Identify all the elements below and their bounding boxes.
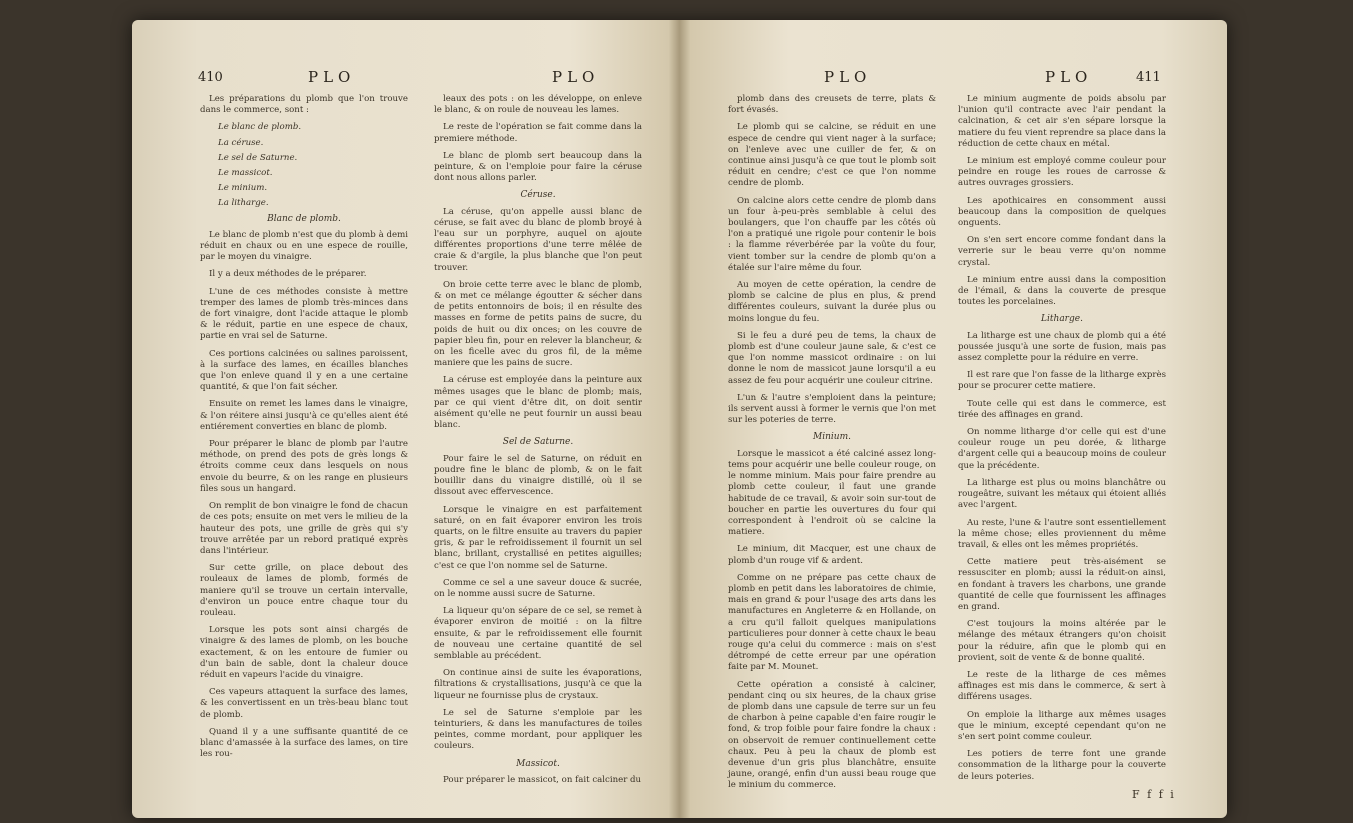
paragraph: On remplit de bon vinaigre le fond de chacun de ces pots; ensuite on met vers le milieu de la hauteur des pots, une grille de grès qui s'y trouve arrêtée par un rebord pratiqué exprès dans l'intérieur. — [200, 501, 408, 556]
paragraph: Au reste, l'une & l'autre sont essentiellement la même chose; elles proviennent du même travail, & elles ont les mêmes propriétés. — [958, 517, 1166, 550]
paragraph: Sur cette grille, on place debout des rouleaux de lames de plomb, formés de maniere qu'il se trouve un certain intervalle, d'environ un pouce entre chaque tour du rouleau. — [200, 563, 408, 618]
paragraph: Ces portions calcinées ou salines paroissent, à la surface des lames, en écailles blanches que l'on enleve quand il y en a une certaine quantité, & que l'on fait sécher. — [200, 348, 408, 393]
paragraph: Le blanc de plomb n'est que du plomb à demi réduit en chaux ou en une espece de rouille, par le moyen du vinaigre. — [200, 229, 408, 263]
paragraph: Le minium est employé comme couleur pour peindre en rouge les roues de carrosse & autres ouvrages grossiers. — [958, 156, 1166, 189]
section-heading: Litharge. — [1041, 314, 1083, 325]
paragraph: Pour préparer le massicot, on fait calciner du — [443, 774, 642, 785]
paragraph: Le reste de la litharge de ces mêmes affinages est mis dans le commerce, & sert à différens usages. — [958, 669, 1166, 703]
paragraph: Ces vapeurs attaquent la surface des lames, & les convertissent en un très-beau blanc tout de plomb. — [200, 687, 408, 720]
text-column — [200, 94, 408, 766]
page-number: 411 — [1136, 70, 1161, 85]
section-heading: Blanc de plomb. — [267, 213, 341, 224]
running-header: PLO — [824, 68, 872, 86]
text-column — [728, 94, 936, 798]
paragraph: Les apothicaires en consomment aussi beaucoup dans la composition de quelques onguents. — [958, 195, 1166, 229]
section-heading: Massicot. — [516, 758, 560, 769]
paragraph: Comme ce sel a une saveur douce & sucrée, on le nomme aussi sucre de Saturne. — [434, 577, 642, 599]
text-column — [958, 94, 1166, 789]
running-header: PLO — [552, 68, 600, 86]
paragraph: La céruse, qu'on appelle aussi blanc de céruse, se fait avec du blanc de plomb broyé à l'eau sur un porphyre, auquel on ajoute différentes proportions d'une terre mêlée de craie & d'argile, la plus blanche que l'on peut trouver. — [434, 206, 642, 273]
paragraph: Il y a deux méthodes de le préparer. — [209, 269, 367, 280]
paragraph: Le plomb qui se calcine, se réduit en une espece de cendre qui vient nager à la surface; on l'enleve avec une cuiller de fer, & on continue ainsi jusqu'à ce que tout le plomb soit réduit en cendre; c'est ce que l'on nomme cendre de plomb. — [728, 122, 936, 189]
paragraph: Lorsque les pots sont ainsi chargés de vinaigre & des lames de plomb, on les bouche exactement, & on les entoure de fumier ou d'un bain de sable, dont la chaleur douce réduit en vapeurs l'acide du vinaigre. — [200, 625, 408, 680]
book-spread — [132, 20, 1227, 818]
paragraph: On broie cette terre avec le blanc de plomb, & on met ce mélange égoutter & sécher dans de petits entonnoirs de bois; il en résulte des masses en forme de petits pains de sucre, du poids de huit ou dix onces; on les couvre de papier bleu fin, pour en relever la blancheur, & on les ficelle avec du gros fil, de la même maniere que les pains de sucre. — [434, 279, 642, 369]
paragraph: On s'en sert encore comme fondant dans la verrerie sur le beau verre qu'on nomme crystal. — [958, 235, 1166, 268]
right-page — [680, 20, 1227, 818]
list-item: La céruse. — [218, 137, 264, 148]
paragraph: La liqueur qu'on sépare de ce sel, se remet à évaporer environ de moitié : on la filtre ensuite, & par le refroidissement elle fournit de nouveau une certaine quantité de sel semblable au précédent. — [434, 606, 642, 661]
list-item: Le blanc de plomb. — [218, 122, 302, 133]
paragraph: Les préparations du plomb que l'on trouve dans le commerce, sont : — [200, 94, 408, 116]
paragraph: On nomme litharge d'or celle qui est d'une couleur rouge un peu dorée, & litharge d'argent celle qui a beaucoup moins de couleur que la précédente. — [958, 427, 1166, 471]
list-item: La litharge. — [218, 198, 269, 209]
paragraph: Toute celle qui est dans le commerce, est tirée des affinages en grand. — [958, 398, 1166, 420]
paragraph: Le minium, dit Macquer, est une chaux de plomb d'un rouge vif & ardent. — [728, 544, 936, 566]
list-item: Le sel de Saturne. — [218, 152, 298, 163]
paragraph: La litharge est plus ou moins blanchâtre ou rougeâtre, suivant les métaux qui étoient alliés avec l'argent. — [958, 477, 1166, 511]
paragraph: Pour faire le sel de Saturne, on réduit en poudre fine le blanc de plomb, & on le fait bouillir dans du vinaigre distillé, où il se dissout avec effervescence. — [434, 453, 642, 498]
paragraph: Lorsque le massicot a été calciné assez long-tems pour acquérir une belle couleur rouge, on le nomme minium. Mais pour faire prendre au plomb cette couleur, il faut une grande habitude de ce travail, & avoir soin sur-tout de boucher en partie les ouvertures du four qui correspondent à l'endroit où se calcine la matiere. — [728, 448, 936, 538]
paragraph: Au moyen de cette opération, la cendre de plomb se calcine de plus en plus, & prend différentes couleurs, suivant la durée plus ou moins longue du feu. — [728, 280, 936, 324]
paragraph: Pour préparer le blanc de plomb par l'autre méthode, on prend des pots de grès longs & étroits comme ceux dans lesquels on nous envoie du beurre, & on les range en plusieurs files sous un hangard. — [200, 439, 408, 494]
left-page — [132, 20, 680, 818]
list-item: Le massicot. — [218, 168, 273, 179]
paragraph: Le minium augmente de poids absolu par l'union qu'il contracte avec l'air pendant la calcination, & cet air s'en sépare lorsque la matiere du feu vient reprendre sa place dans la réduction de cette chaux en métal. — [958, 94, 1166, 149]
paragraph: Cette matiere peut très-aisément se ressusciter en plomb; aussi la réduit-on ainsi, en fondant à travers les charbons, une grande quantité de celle que fournissent les affinages en grand. — [958, 557, 1166, 612]
section-heading: Céruse. — [520, 190, 556, 201]
paragraph: On emploie la litharge aux mêmes usages que le minium, excepté cependant qu'on ne s'en sert point comme couleur. — [958, 709, 1166, 742]
paragraph: Cette opération a consisté à calciner, pendant cinq ou six heures, de la chaux grise de plomb dans une capsule de terre sur un feu de charbon à peine capable d'en faire rougir le fond, & trop foible pour faire fondre la chaux : on observoit de remuer continuellement cette chaux. Peu à peu la chaux de plomb est devenue d'un gris plus blanchâtre, ensuite jaune, orangé, enfin d'un aussi beau rouge que le minium du commerce. — [728, 679, 936, 791]
paragraph: Le minium entre aussi dans la composition de l'émail, & dans la couverte de presque toutes les porcelaines. — [958, 274, 1166, 308]
running-header: PLO — [308, 68, 356, 86]
list-item: Le minium. — [218, 183, 268, 194]
text-column — [434, 94, 642, 792]
paragraph: Lorsque le vinaigre en est parfaitement saturé, on en fait évaporer environ les trois quarts, on le filtre ensuite au travers du papier gris, & par le refroidissement il fournit un sel blanc, brillant, crystallisé en petites aiguilles; c'est ce que l'on nomme sel de Saturne. — [434, 504, 642, 571]
paragraph: La litharge est une chaux de plomb qui a été poussée jusqu'à une sorte de fusion, mais pas assez complette pour la réduire en verre. — [958, 330, 1166, 364]
paragraph: leaux des pots : on les développe, on enleve le blanc, & on roule de nouveau les lames. — [434, 94, 642, 116]
signature-mark: F f f i — [1132, 788, 1176, 801]
paragraph: Il est rare que l'on fasse de la litharge exprès pour se procurer cette matiere. — [958, 370, 1166, 392]
section-heading: Sel de Saturne. — [502, 437, 574, 448]
paragraph: Comme on ne prépare pas cette chaux de plomb en petit dans les laboratoires de chimie, mais en grand & pour l'usage des arts dans les manufactures en Angleterre & en Hollande, on a cru qu'il falloit quelques manipulations particulieres pour donner à cette chaux le beau rouge qu'a celui du commerce : mais on s'est détrompé de cette erreur par une opération faite par M. Mounet. — [728, 572, 936, 673]
paragraph: Le reste de l'opération se fait comme dans la premiere méthode. — [434, 122, 642, 144]
paragraph: On continue ainsi de suite les évaporations, filtrations & crystallisations, jusqu'à ce que la liqueur ne fournisse plus de crystaux. — [434, 668, 642, 701]
page-number: 410 — [198, 70, 223, 85]
paragraph: C'est toujours la moins altérée par le mélange des métaux étrangers qu'on choisit pour la réduire, afin que le plomb qui en provient, soit de vente & de bonne qualité. — [958, 619, 1166, 663]
paragraph: Quand il y a une suffisante quantité de ce blanc d'amassée à la surface des lames, on tire les rou- — [200, 726, 408, 760]
section-heading: Minium. — [813, 432, 851, 443]
paragraph: L'un & l'autre s'emploient dans la peinture; ils servent aussi à former le vernis que l'on met sur les poteries de terre. — [728, 392, 936, 426]
paragraph: Les potiers de terre font une grande consommation de la litharge pour la couverte de leurs poteries. — [958, 749, 1166, 782]
paragraph: On calcine alors cette cendre de plomb dans un four à-peu-près semblable à celui des boulangers, que l'on chauffe par les côtés où l'on a pratiqué une rigole pour contenir le bois : la flamme réverbérée par la voûte du four, vient tomber sur la cendre de plomb qu'on a étalée sur l'aire même du four. — [728, 195, 936, 273]
paragraph: Le sel de Saturne s'emploie par les teinturiers, & dans les manufactures de toiles peintes, comme mordant, pour appliquer les couleurs. — [434, 707, 642, 752]
paragraph: Ensuite on remet les lames dans le vinaigre, & l'on réitere ainsi jusqu'à ce qu'elles aient été entiérement converties en blanc de plomb. — [200, 399, 408, 432]
paragraph: Le blanc de plomb sert beaucoup dans la peinture, & on l'emploie pour faire la céruse dont nous allons parler. — [434, 150, 642, 184]
paragraph: plomb dans des creusets de terre, plats & fort évasés. — [728, 94, 936, 116]
paragraph: L'une de ces méthodes consiste à mettre tremper des lames de plomb très-minces dans de fort vinaigre, dont l'acide attaque le plomb & le réduit, partie en une espece de chaux, partie en vrai sel de Saturne. — [200, 286, 408, 342]
paragraph: La céruse est employée dans la peinture aux mêmes usages que le blanc de plomb; mais, par ce qui vient d'être dit, on doit sentir aisément qu'elle ne peut fournir un aussi beau blanc. — [434, 375, 642, 431]
running-header: PLO — [1045, 68, 1093, 86]
paragraph: Si le feu a duré peu de tems, la chaux de plomb est d'une couleur jaune sale, & c'est ce que l'on nomme massicot ordinaire : on lui donne le nom de massicot jaune lorsqu'il a eu assez de feu pour acquérir une couleur citrine. — [728, 330, 936, 386]
